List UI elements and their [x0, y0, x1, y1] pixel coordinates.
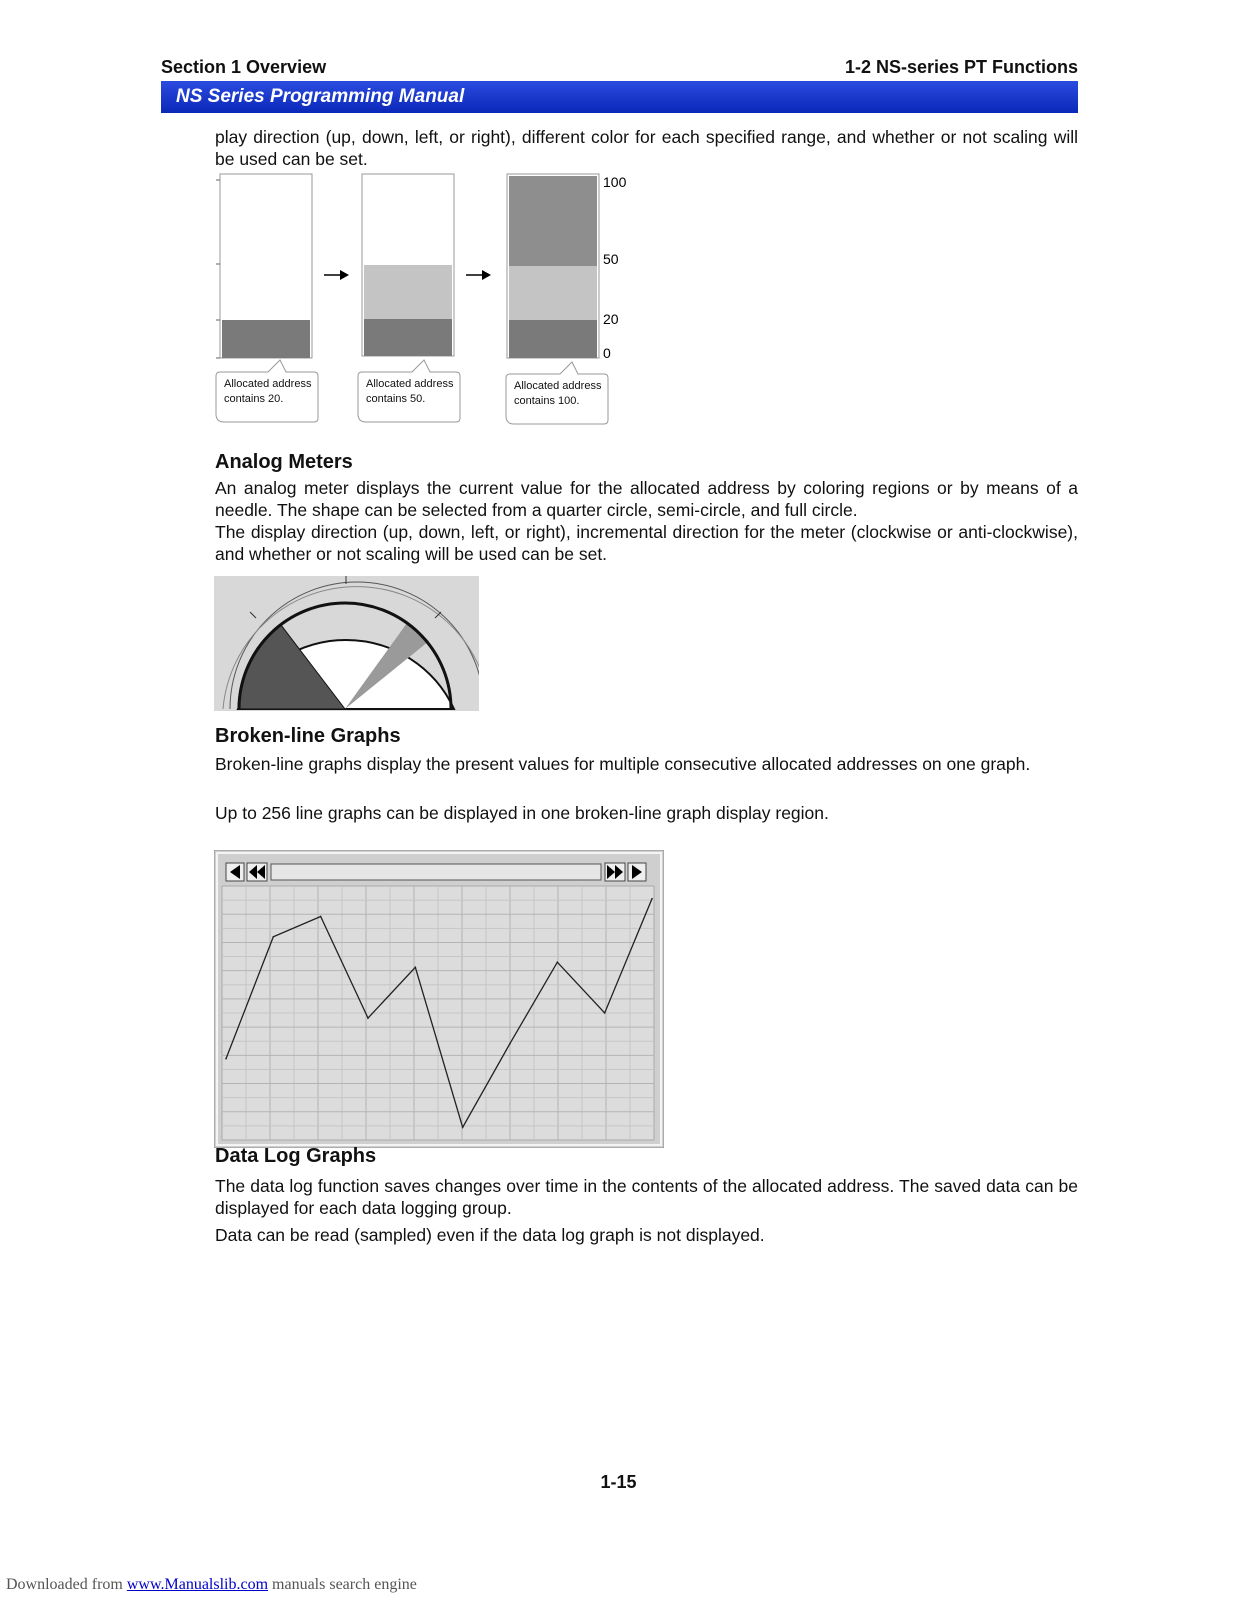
broken-paragraph-1: Broken-line graphs display the present values for multiple consecutive allocated addresses on one graph. — [215, 754, 1031, 774]
intro-paragraph: play direction (up, down, left, or right), different color for each specified range, and whether or not scaling will be used can be set. — [215, 127, 1078, 169]
analog-heading: Analog Meters — [215, 451, 353, 473]
section-title: Section 1 Overview — [161, 57, 327, 77]
broken-line-graph — [214, 850, 664, 1148]
footer-prefix: Downloaded from — [6, 1576, 127, 1593]
manualslib-link[interactable]: www.Manualslib.com — [126, 1576, 269, 1593]
datalog-paragraph-2: Data can be read (sampled) even if the data log graph is not displayed. — [215, 1225, 765, 1245]
analog-paragraph-2: The display direction (up, down, left, or right), incremental direction for the meter (clockwise or anti-clockwise), and whether or not scaling will be used can be set. — [215, 522, 1078, 564]
data-point-5 — [462, 1127, 464, 1129]
arrow-icon — [466, 270, 491, 280]
footer-suffix: manuals search engine — [268, 1576, 417, 1593]
arrow-icon — [324, 270, 349, 280]
data-point-8 — [604, 1012, 606, 1014]
analog-meter-figure — [214, 576, 479, 711]
caption-1: Allocated address contains 20. — [224, 378, 312, 405]
download-footer — [6, 1576, 417, 1594]
chapter-title: 1-2 NS-series PT Functions — [844, 57, 1078, 77]
data-point-9 — [651, 898, 653, 900]
analog-paragraph-1: An analog meter displays the current value for the allocated address by coloring regions or by means of a needle. The shape can be selected from a quarter circle, semi-circle, and full circle. — [215, 478, 1078, 520]
bar-gauge-20 — [216, 174, 312, 358]
bar-fill-light — [509, 266, 597, 320]
bar-fill-light — [364, 265, 452, 319]
data-point-7 — [557, 961, 559, 963]
data-point-3 — [367, 1017, 369, 1019]
data-point-0 — [225, 1058, 227, 1060]
broken-paragraph-2: Up to 256 line graphs can be displayed in one broken-line graph display region. — [215, 803, 829, 823]
bar-fill-dark — [509, 320, 597, 358]
scroll-track[interactable] — [271, 864, 601, 880]
scale-label-20: 20 — [603, 311, 619, 327]
bar-fill-mid — [509, 176, 597, 266]
page-number: 1-15 — [600, 1472, 637, 1492]
data-point-1 — [273, 936, 275, 938]
bar-gauge-100 — [507, 174, 599, 358]
caption-3: Allocated address contains 100. — [514, 380, 602, 407]
bar-fill-dark — [364, 319, 452, 356]
manual-title-band: NS Series Programming Manual — [161, 81, 1078, 113]
scale-label-100: 100 — [603, 174, 627, 190]
scroll-bar[interactable] — [226, 863, 646, 881]
data-point-2 — [320, 916, 322, 918]
caption-2: Allocated address contains 50. — [366, 378, 454, 405]
bar-gauge-50 — [362, 174, 454, 356]
data-point-6 — [509, 1043, 511, 1045]
datalog-paragraph-1: The data log function saves changes over time in the contents of the allocated address. The saved data can be displayed for each data logging group. — [215, 1176, 1078, 1218]
bar-fill-dark — [222, 320, 310, 358]
broken-heading: Broken-line Graphs — [215, 725, 401, 747]
scale-label-0: 0 — [603, 345, 611, 361]
scale-label-50: 50 — [603, 251, 619, 267]
datalog-heading: Data Log Graphs — [215, 1145, 377, 1167]
data-point-4 — [415, 966, 417, 968]
